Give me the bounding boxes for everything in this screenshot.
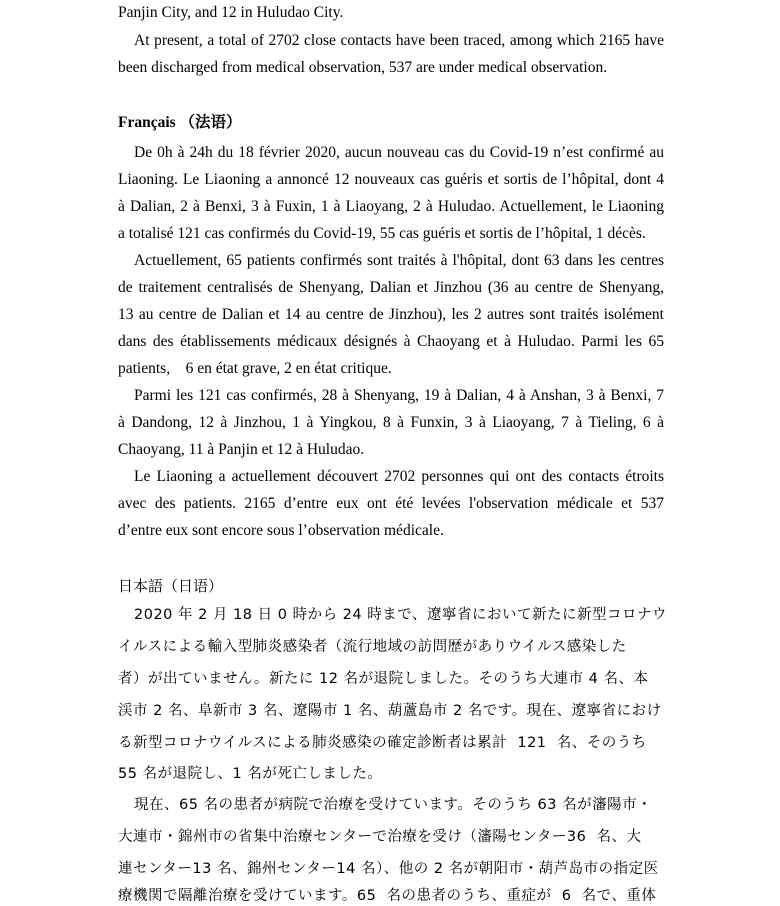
japanese-line-7: 現在、65 名の患者が病院で治療を受けています。そのうち 63 名が瀋陽市・	[134, 797, 653, 813]
english-line-1: Panjin City, and 12 in Huludao City.	[118, 4, 344, 21]
japanese-line-8: 大連市・錦州市の省集中治療センターで治療を受け（瀋陽センター36 名、大	[118, 829, 642, 845]
french-line-3: à Dalian, 2 à Benxi, 3 à Fuxin, 1 à Liaoyang, 2 à Huludao. Actuellement, le Liaoning	[118, 198, 664, 215]
french-line-8: dans des établissements médicaux désignés à Chaoyang et à Huludao. Parmi les 65	[118, 333, 664, 350]
french-line-4: a totalisé 121 cas confirmés du Covid-19, 55 cas guéris et sortis de l’hôpital, 1 décès.	[118, 225, 646, 242]
french-line-11: à Dandong, 12 à Jinzhou, 1 à Yingkou, 8 à Funxin, 3 à Liaoyang, 7 à Tieling, 6 à	[118, 414, 664, 431]
french-line-14: avec des patients. 2165 d’entre eux ont été levées l'observation médicale et 537	[118, 495, 664, 512]
french-line-6: de traitement centralisés de Shenyang, Dalian et Jinzhou (36 au centre de Shenyang,	[118, 279, 664, 296]
french-line-9: patients, 6 en état grave, 2 en état critique.	[118, 360, 392, 377]
japanese-line-5: る新型コロナウイルスによる肺炎感染の確定診断者は累計 121 名、そのうち	[118, 735, 647, 751]
french-line-7: 13 au centre de Dalian et 14 au centre de Jinzhou), les 2 autres sont traités isolément	[118, 306, 664, 323]
french-line-12: Chaoyang, 11 à Panjin et 12 à Huludao.	[118, 441, 365, 458]
japanese-line-1: 2020 年 2 月 18 日 0 時から 24 時まで、遼寧省において新たに新型コロナウ	[134, 607, 667, 623]
french-line-10: Parmi les 121 cas confirmés, 28 à Shenyang, 19 à Dalian, 4 à Anshan, 3 à Benxi, 7	[134, 387, 664, 404]
french-line-13: Le Liaoning a actuellement découvert 2702 personnes qui ont des contacts étroits	[134, 468, 664, 485]
french-line-15: d’entre eux sont encore sous l’observation médicale.	[118, 522, 444, 539]
japanese-line-3: 者）が出ていません。新たに 12 名が退院しました。そのうち大連市 4 名、本	[118, 671, 649, 687]
japanese-line-6: 55 名が退院し、1 名が死亡しました。	[118, 766, 383, 782]
japanese-heading: 日本語（日语）	[118, 577, 224, 595]
french-heading: Français （法语）	[118, 114, 242, 131]
japanese-line-2: イルスによる輸入型肺炎感染者（流行地域の訪問歴がありウイルス感染した	[118, 639, 627, 655]
french-line-5: Actuellement, 65 patients confirmés sont traités à l'hôpital, dont 63 dans les centres	[134, 252, 664, 269]
french-line-1: De 0h à 24h du 18 février 2020, aucun nouveau cas du Covid-19 n’est confirmé au	[134, 144, 664, 161]
japanese-line-4: 渓市 2 名、阜新市 3 名、遼陽市 1 名、葫蘆島市 2 名です。現在、遼寧省におけ	[118, 703, 662, 719]
english-line-2: At present, a total of 2702 close contacts have been traced, among which 2165 have	[134, 32, 664, 49]
japanese-line-9: 連センター13 名、錦州センター14 名）、他の 2 名が朝阳市・葫芦岛市の指定医	[118, 861, 659, 877]
english-line-3: been discharged from medical observation, 537 are under medical observation.	[118, 59, 608, 76]
french-line-2: Liaoning. Le Liaoning a annoncé 12 nouveaux cas guéris et sortis de l’hôpital, dont 4	[118, 171, 664, 188]
japanese-line-10: 療機関で隔離治療を受けています。65 名の患者のうち、重症が 6 名で、重体	[118, 888, 657, 904]
